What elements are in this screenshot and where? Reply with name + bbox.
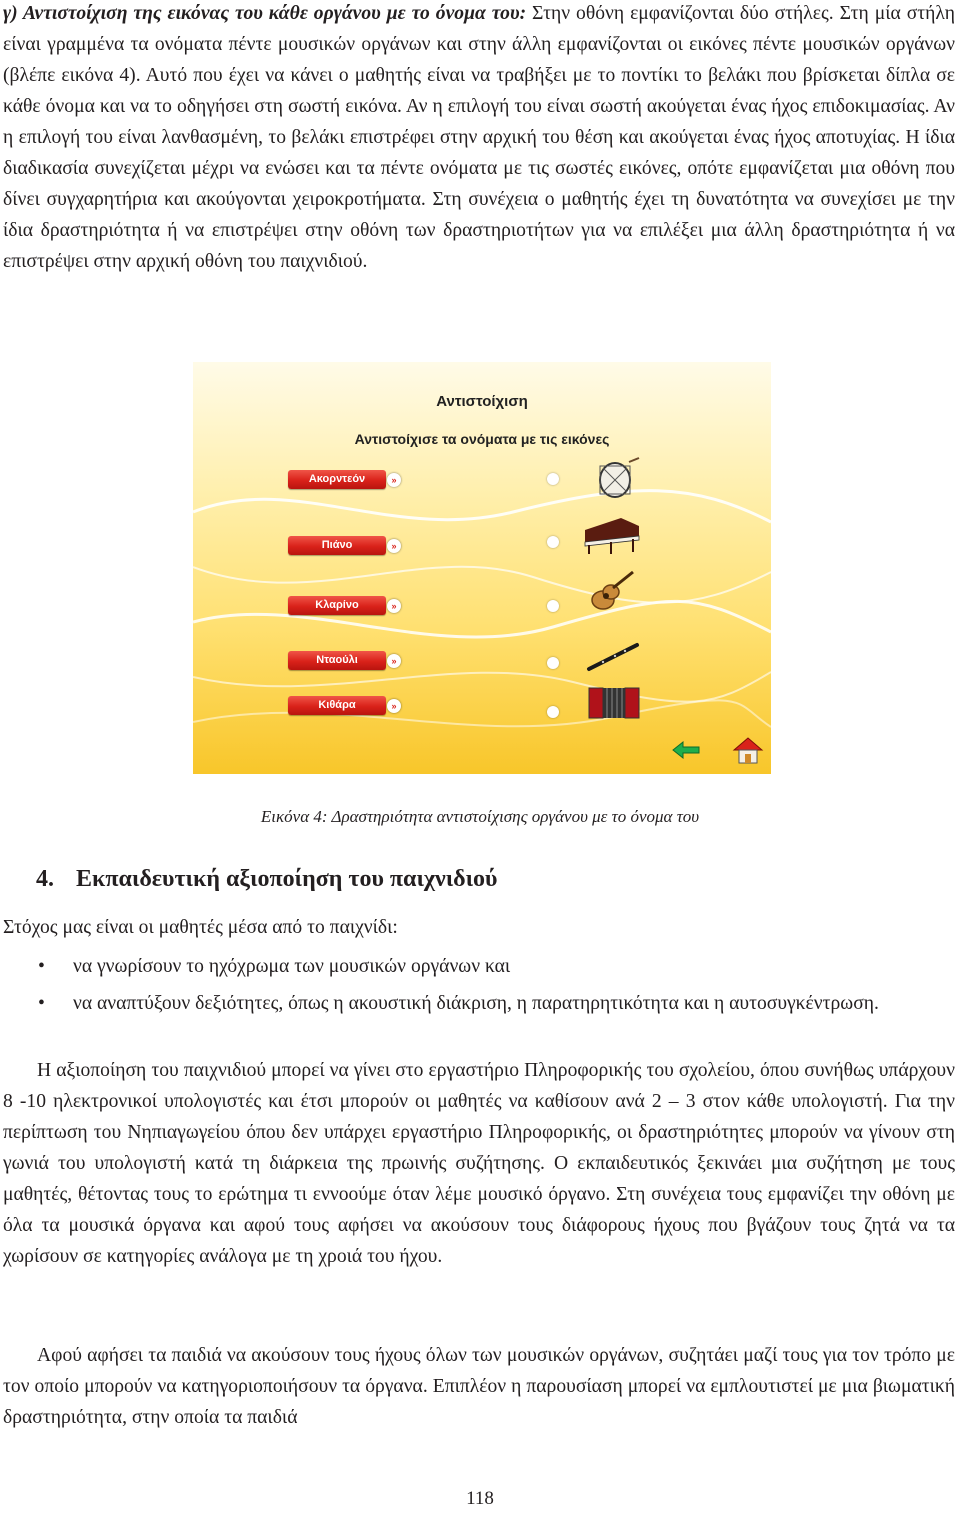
section-g-lead: γ) Αντιστοίχιση της εικόνας του κάθε οργάνου με το όνομα του: [3,3,527,24]
home-icon[interactable] [731,735,765,765]
bullet-text: να γνωρίσουν το ηχόχρωμα των μουσικών οργάνων και [73,956,511,977]
name-button-drum[interactable]: Νταούλι [288,651,386,670]
section-heading [36,862,498,896]
body-paragraph-2: Αφού αφήσει τα παιδιά να ακούσουν τους ήχους όλων των μουσικών οργάνων, συζητάει μαζί τους για τον τρόπο με τον οποίο μπορούν να κατηγοριοποιήσουν τα όργανα. Επιπλέον η παρουσίαση μπορεί να εμπλουτιστεί με μια βιωματική δραστηριότητα, στην οποία τα παιδιά [3,1345,955,1428]
activity-title: Αντιστοίχιση [436,393,528,410]
drag-arrow-icon[interactable]: » [387,473,401,487]
back-arrow-icon[interactable] [671,740,701,760]
target-dot[interactable] [547,706,559,718]
drag-arrow-icon[interactable]: » [387,654,401,668]
section-g-paragraph [3,0,955,277]
wave-background [193,362,771,774]
section-g-text: Στην οθόνη εμφανίζονται δύο στήλες. Στη μία στήλη είναι γραμμένα τα ονόματα πέντε μουσικών οργάνων και στην άλλη εμφανίζονται οι εικόνες πέντε μουσικών οργάνων (βλέπε εικόνα 4). Αυτό που έχει να κάνει ο μαθητής είναι να τραβήξει με το ποντίκι το βελάκι που βρίσκεται δίπλα σε κάθε όνομα και να το οδηγήσει στη σωστή εικόνα. Αν η επιλογή του είναι σωστή ακούγεται ένας ήχος επιδοκιμασίας. Αν η επιλογή του είναι λανθασμένη, το βελάκι επιστρέφει στην αρχική του θέση και ακούγεται ένας ήχος αποτυχίας. Η ίδια διαδικασία συνεχίζεται μέχρι να ενώσει και τα πέντε ονόματα με τις σωστές εικόνες, οπότε εμφανίζεται μια οθόνη που δίνει συγχαρητήρια και ακούγονται χειροκροτήματα. Στη συνέχεια ο μαθητής έχει τη δυνατότητα να συνεχίσει με την ίδια δραστηριότητα ή να επιστρέψει στην οθόνη των δραστηριοτήτων για να επιλέξει μια άλλη δραστηριότητα ή να επιστρέψει στην αρχική οθόνη του παιχνιδιού. [3,3,955,272]
drag-arrow-icon[interactable]: » [387,539,401,553]
bullet-item [0,988,955,1050]
guitar-icon[interactable] [581,568,645,612]
page-number: 118 [466,1488,494,1509]
bullet-mark: • [38,956,45,977]
section-title: Εκπαιδευτική αξιοποίηση του παιχνιδιού [76,866,498,892]
name-button-clarinet[interactable]: Κλαρίνο [288,596,386,615]
bullet-mark: • [38,993,45,1014]
drag-arrow-icon[interactable]: » [387,699,401,713]
bullet-item [0,951,955,982]
figure-caption: Εικόνα 4: Δραστηριότητα αντιστοίχισης οργάνου με το όνομα του [260,807,700,826]
section-number: 4. [36,866,54,892]
clarinet-icon[interactable] [581,635,645,679]
matching-activity-screenshot [193,362,771,774]
activity-instruction: Αντιστοίχισε τα ονόματα με τις εικόνες [354,431,610,447]
piano-icon[interactable] [581,512,645,556]
drum-icon[interactable] [583,456,647,500]
bullet-text: να αναπτύξουν δεξιότητες, όπως η ακουστική διάκριση, η παρατηρητικότητα και η αυτοσυγκέντρωση. [73,993,879,1014]
accordion-icon[interactable] [583,680,647,724]
name-button-accordion[interactable]: Ακορντεόν [288,470,386,489]
name-button-guitar[interactable]: Κιθάρα [288,696,386,715]
section-intro: Στόχος μας είναι οι μαθητές μέσα από το παιχνίδι: [3,917,398,938]
drag-arrow-icon[interactable]: » [387,599,401,613]
target-dot[interactable] [547,600,559,612]
target-dot[interactable] [547,657,559,669]
target-dot[interactable] [547,473,559,485]
body-paragraph-1: Η αξιοποίηση του παιχνιδιού μπορεί να γίνει στο εργαστήριο Πληροφορικής του σχολείου, όπου συνήθως υπάρχουν 8 -10 ηλεκτρονικοί υπολογιστές και έτσι μπορούν οι μαθητές να καθίσουν ανά 2 – 3 στον κάθε υπολογιστή. Για την περίπτωση του Νηπιαγωγείου όπου δεν υπάρχει εργαστήριο Πληροφορικής, οι δραστηριότητες μπορούν να γίνουν στη γωνιά του υπολογιστή κατά τη διάρκεια της πρωινής συζήτησης. Ο εκπαιδευτικός ξεκινάει μια συζήτηση με τους μαθητές, θέτοντας τους το ερώτημα τι εννοούμε όταν λέμε μουσικό όργανο. Στη συνέχεια τους εμφανίζει την οθόνη με όλα τα μουσικά όργανα και αφού τους αφήσει να ακούσουν τους διάφορους ήχους που βγάζουν τους ζητά να τα χωρίσουν σε κατηγορίες ανάλογα με τη χροιά του ήχου. [3,1060,955,1267]
target-dot[interactable] [547,536,559,548]
name-button-piano[interactable]: Πιάνο [288,536,386,555]
